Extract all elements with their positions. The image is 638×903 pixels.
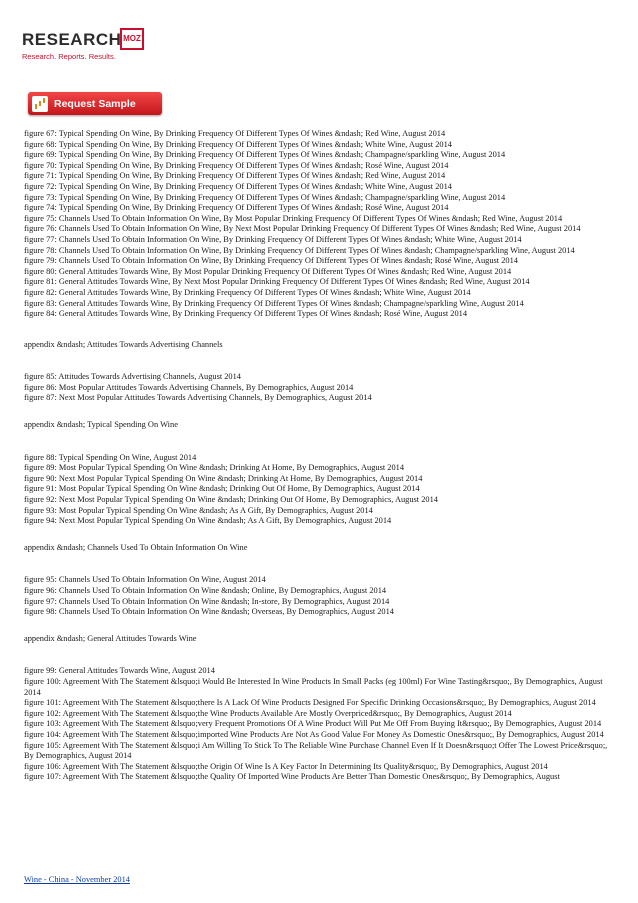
figure-item: figure 89: Most Popular Typical Spending On Wine &ndash; Drinking At Home, By Demographics, August 2014 — [24, 463, 405, 473]
figure-item: figure 91: Most Popular Typical Spending On Wine &ndash; Drinking Out Of Home, By Demographics, August 2014 — [24, 484, 420, 494]
figure-item: figure 69: Typical Spending On Wine, By Drinking Frequency Of Different Types Of Wines &ndash; Champagne/sparkling Wine, August 2014 — [24, 150, 506, 160]
figure-item: figure 73: Typical Spending On Wine, By Drinking Frequency Of Different Types Of Wines &ndash; Champagne/sparkling Wine, August 2014 — [24, 192, 506, 202]
figure-group-channels — [24, 575, 618, 617]
figure-item: figure 71: Typical Spending On Wine, By Drinking Frequency Of Different Types Of Wines &ndash; Red Wine, August 2014 — [24, 171, 446, 181]
logo-wordmark: RESEARCH — [22, 30, 122, 49]
figure-item: figure 95: Channels Used To Obtain Information On Wine, August 2014 — [24, 575, 266, 585]
figure-item: figure 87: Next Most Popular Attitudes Towards Advertising Channels, By Demographics, August 2014 — [24, 393, 372, 403]
figure-item: figure 74: Typical Spending On Wine, By Drinking Frequency Of Different Types Of Wines &ndash; Rosé Wine, August 2014 — [24, 203, 449, 213]
figure-item: figure 106: Agreement With The Statement &lsquo;the Origin Of Wine Is A Key Factor In Determining Its Quality&rsquo;, By Demographics, August 2014 — [24, 761, 548, 771]
section-heading-channels: appendix &ndash; Channels Used To Obtain Information On Wine — [24, 542, 248, 552]
figure-item: figure 83: General Attitudes Towards Wine, By Drinking Frequency Of Different Types Of Wines &ndash; Champagne/sparkling Wine, August 2014 — [24, 298, 524, 308]
figure-item: figure 77: Channels Used To Obtain Information On Wine, By Drinking Frequency Of Different Types Of Wines &ndash; White Wine, August 2014 — [24, 234, 522, 244]
figure-item: figure 97: Channels Used To Obtain Information On Wine &ndash; In-store, By Demographics, August 2014 — [24, 596, 390, 606]
figure-item: figure 99: General Attitudes Towards Wine, August 2014 — [24, 666, 215, 676]
figure-group-attitudes — [24, 666, 618, 783]
figure-item: figure 96: Channels Used To Obtain Information On Wine &ndash; Online, By Demographics, August 2014 — [24, 586, 387, 595]
figure-item: figure 102: Agreement With The Statement &lsquo;the Wine Products Available Are Mostly Overpriced&rsquo;, By Demographics, August 2014 — [24, 708, 512, 718]
figure-item: figure 81: General Attitudes Towards Wine, By Next Most Popular Drinking Frequency Of Different Types Of Wines &ndash; Red Wine, August 2014 — [24, 277, 530, 287]
figure-item: figure 85: Attitudes Towards Advertising Channels, August 2014 — [24, 372, 241, 382]
figure-group-typical-spending — [24, 129, 618, 320]
logo-tagline: Research. Reports. Results. — [22, 52, 116, 61]
report-chart-icon — [32, 96, 48, 112]
figure-item: figure 104: Agreement With The Statement &lsquo;imported Wine Products Are Not As Good Value For Money As Domestic Ones&rsquo;, By Demographics, August 2014 — [24, 729, 604, 739]
figure-item: figure 100: Agreement With The Statement &lsquo;i Would Be Interested In Wine Products In Small Packs (eg 100ml) For Wine Tasting&rsquo;, By Demographics, August 2014 — [24, 676, 603, 697]
logo-moz-box: MOZ — [120, 28, 144, 50]
figure-item: figure 79: Channels Used To Obtain Information On Wine, By Drinking Frequency Of Different Types Of Wines &ndash; Rosé Wine, August 2014 — [24, 256, 518, 266]
figure-item: figure 98: Channels Used To Obtain Information On Wine &ndash; Overseas, By Demographics, August 2014 — [24, 607, 394, 617]
figure-item: figure 107: Agreement With The Statement &lsquo;the Quality Of Imported Wine Products Are Better Than Domestic Ones&rsquo;, By Demographics, August — [24, 772, 560, 782]
request-sample-button[interactable] — [28, 92, 162, 115]
figure-item: figure 93: Most Popular Typical Spending On Wine &ndash; As A Gift, By Demographics, August 2014 — [24, 505, 373, 515]
figure-item: figure 86: Most Popular Attitudes Towards Advertising Channels, By Demographics, August 2014 — [24, 382, 354, 392]
figure-item: figure 78: Channels Used To Obtain Information On Wine, By Drinking Frequency Of Different Types Of Wines &ndash; Champagne/sparkling Wine, August 2014 — [24, 245, 575, 255]
figure-item: figure 82: General Attitudes Towards Wine, By Drinking Frequency Of Different Types Of Wines &ndash; White Wine, August 2014 — [24, 287, 471, 297]
figure-item: figure 94: Next Most Popular Typical Spending On Wine &ndash; As A Gift, By Demographics, August 2014 — [24, 516, 392, 526]
figure-item: figure 68: Typical Spending On Wine, By Drinking Frequency Of Different Types Of Wines &ndash; White Wine, August 2014 — [24, 139, 452, 149]
figure-item: figure 84: General Attitudes Towards Wine, By Drinking Frequency Of Different Types Of Wines &ndash; Rosé Wine, August 2014 — [24, 309, 468, 319]
researchmoz-logo[interactable] — [22, 26, 162, 66]
figure-item: figure 92: Next Most Popular Typical Spending On Wine &ndash; Drinking Out Of Home, By Demographics, August 2014 — [24, 495, 438, 505]
figure-item: figure 76: Channels Used To Obtain Information On Wine, By Next Most Popular Drinking Frequency Of Different Types Of Wines &ndash; Red Wine, August 2014 — [24, 224, 581, 234]
figure-item: figure 72: Typical Spending On Wine, By Drinking Frequency Of Different Types Of Wines &ndash; White Wine, August 2014 — [24, 181, 452, 191]
figure-group-spending — [24, 453, 618, 527]
figure-item: figure 103: Agreement With The Statement &lsquo;very Frequent Promotions Of A Wine Product Will Put Me Off From Buying It&rsquo;, By Demographics, August 2014 — [24, 719, 602, 729]
figure-item: figure 75: Channels Used To Obtain Information On Wine, By Most Popular Drinking Frequency Of Different Types Of Wines &ndash; Red Wine, August 2014 — [24, 213, 563, 223]
figure-item: figure 70: Typical Spending On Wine, By Drinking Frequency Of Different Types Of Wines &ndash; Rosé Wine, August 2014 — [24, 160, 449, 170]
figure-item: figure 67: Typical Spending On Wine, By Drinking Frequency Of Different Types Of Wines &ndash; Red Wine, August 2014 — [24, 129, 446, 138]
figure-group-advertising — [24, 372, 618, 404]
figure-list — [24, 129, 618, 783]
section-heading-attitudes: appendix &ndash; General Attitudes Towards Wine — [24, 633, 197, 643]
footer-report-link[interactable]: Wine - China - November 2014 — [24, 875, 130, 884]
section-heading-advertising: appendix &ndash; Attitudes Towards Advertising Channels — [24, 339, 223, 349]
section-heading-spending: appendix &ndash; Typical Spending On Wine — [24, 420, 178, 430]
request-sample-label: Request Sample — [54, 97, 136, 110]
figure-item: figure 80: General Attitudes Towards Wine, By Most Popular Drinking Frequency Of Different Types Of Wines &ndash; Red Wine, August 2014 — [24, 266, 512, 276]
figure-item: figure 88: Typical Spending On Wine, August 2014 — [24, 452, 197, 462]
figure-item: figure 101: Agreement With The Statement &lsquo;there Is A Lack Of Wine Products Designed For Specific Drinking Occasions&rsquo;, By Demographics, August 2014 — [24, 698, 596, 708]
figure-item: figure 105: Agreement With The Statement &lsquo;i Am Willing To Stick To The Reliable Wine Purchase Channel Even If It Doesn&rsquo;t Offer The Lowest Price&rsquo;, By Demographics, August 2014 — [24, 740, 608, 761]
figure-item: figure 90: Next Most Popular Typical Spending On Wine &ndash; Drinking At Home, By Demographics, August 2014 — [24, 473, 423, 483]
